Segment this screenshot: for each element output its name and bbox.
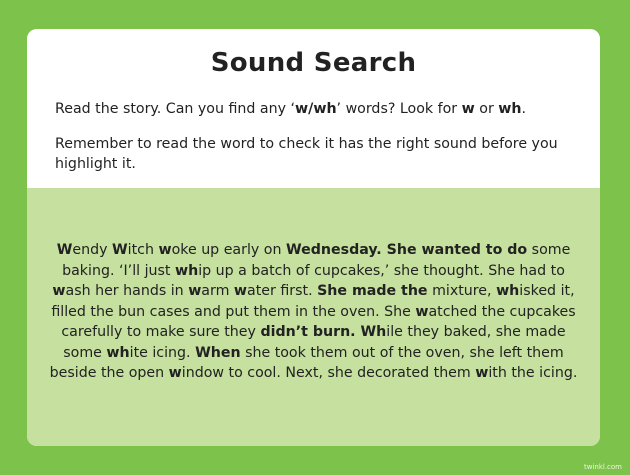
text-segment: isked it, filled the bun cases and put them in the oven. She: [51, 283, 575, 320]
highlighted-text: w: [475, 365, 489, 381]
text-segment: atched the cupcakes carefully to make sure they: [61, 303, 576, 340]
text-segment: oke up early on: [171, 242, 286, 258]
text-segment: ’ words? Look for: [336, 101, 462, 117]
text-segment: ater first.: [247, 283, 318, 299]
highlighted-text: w: [233, 283, 248, 299]
text-segment: Remember to read the word to check it has the right sound before you highlight it.: [55, 136, 558, 172]
highlighted-text: w: [415, 303, 429, 320]
text-segment: itch: [127, 242, 159, 258]
highlighted-text: When: [195, 344, 241, 361]
text-segment: ip up a batch of cupcakes,’ she thought. She had to: [198, 262, 565, 279]
highlighted-text: wh: [174, 262, 199, 279]
story-panel: [27, 188, 600, 446]
text-segment: ith the icing.: [488, 365, 578, 381]
text-segment: or: [474, 101, 499, 117]
text-segment: she took them out of the oven, she left them beside the open: [49, 344, 564, 381]
highlighted-text: w: [52, 283, 66, 299]
worksheet-card: [27, 29, 600, 446]
text-segment: ite icing.: [129, 344, 196, 361]
highlighted-text: w: [168, 365, 182, 381]
highlighted-text: w/wh: [295, 101, 337, 117]
highlighted-text: w: [158, 242, 172, 258]
highlighted-text: wh: [498, 101, 522, 117]
text-segment: indow to cool. Next, she decorated them: [181, 365, 476, 381]
text-segment: mixture,: [427, 283, 497, 299]
highlighted-text: Wednesday. She wanted to do: [285, 242, 528, 258]
highlighted-text: w: [461, 101, 475, 117]
text-segment: ash her hands in: [65, 283, 189, 299]
instruction-paragraph-2: [55, 134, 575, 174]
text-segment: some baking. ‘I’ll just: [62, 242, 571, 279]
instructions-section: [27, 29, 600, 188]
text-segment: ile they baked, she made some: [63, 324, 566, 361]
brand-watermark: twinkl.com: [583, 463, 622, 471]
highlighted-text: wh: [496, 283, 520, 299]
instruction-paragraph-1: [55, 99, 575, 119]
highlighted-text: w: [188, 283, 202, 299]
highlighted-text: She made the: [317, 283, 428, 299]
story-text: [47, 240, 580, 384]
text-segment: endy: [72, 242, 112, 258]
highlighted-text: W: [111, 242, 128, 258]
text-segment: arm: [201, 283, 234, 299]
text-segment: Read the story. Can you find any ‘: [55, 101, 296, 117]
text-segment: .: [521, 101, 527, 117]
highlighted-text: didn’t burn. Wh: [260, 324, 387, 340]
highlighted-text: wh: [106, 344, 130, 361]
page-title: Sound Search: [210, 48, 417, 78]
highlighted-text: W: [56, 242, 73, 258]
